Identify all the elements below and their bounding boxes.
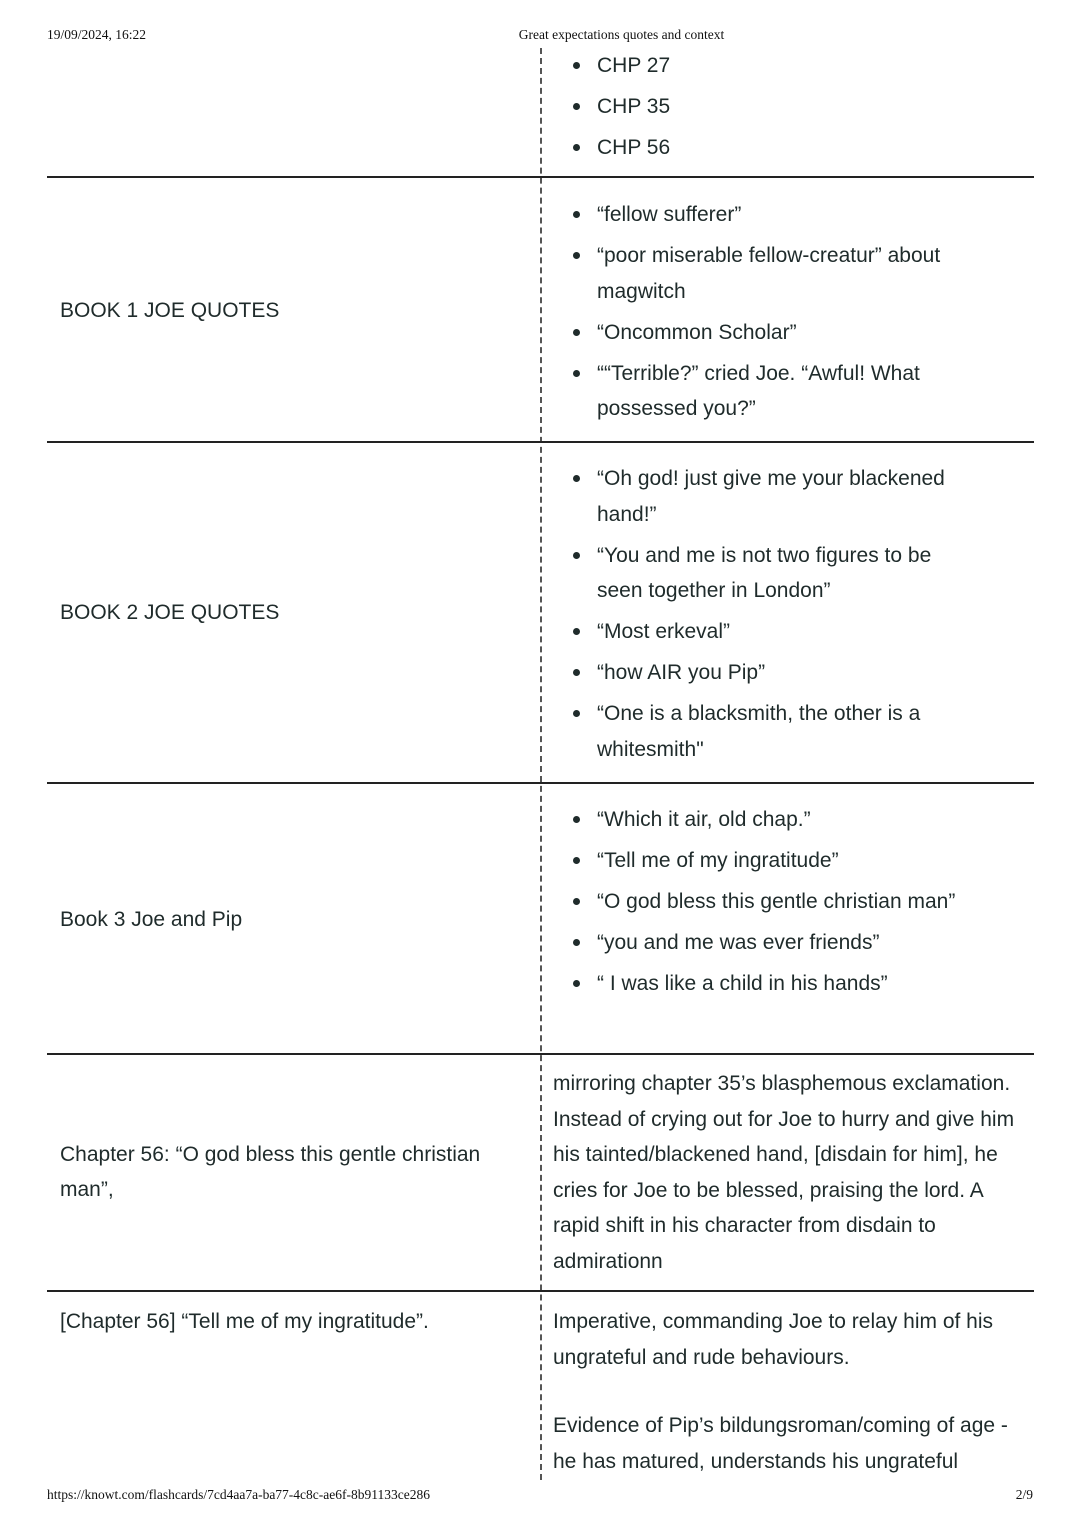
row-divider	[47, 441, 1034, 443]
list-item: CHP 27	[553, 48, 977, 84]
list-item: “Tell me of my ingratitude”	[553, 843, 977, 879]
list-item: “fellow sufferer”	[553, 197, 977, 233]
list-item: “Oncommon Scholar”	[553, 315, 977, 351]
list-item: “how AIR you Pip”	[553, 655, 977, 691]
flashcard-term: BOOK 1 JOE QUOTES	[60, 299, 280, 322]
flashcard-term: Chapter 56: “O god bless this gentle christian man”,	[60, 1143, 481, 1201]
definition-paragraph: Imperative, commanding Joe to relay him of his ungrateful and rude behaviours.	[553, 1310, 994, 1369]
row-divider	[47, 176, 1034, 178]
row-divider	[47, 782, 1034, 784]
list-item: “O god bless this gentle christian man”	[553, 884, 977, 920]
list-item: “ I was like a child in his hands”	[553, 966, 977, 1002]
list-item: “Which it air, old chap.”	[553, 802, 977, 838]
flashcard-definition	[553, 802, 1028, 1007]
row-divider	[47, 1053, 1034, 1055]
column-divider	[540, 48, 542, 1480]
page-number: 2/9	[1015, 1487, 1033, 1502]
flashcard-term: Book 3 Joe and Pip	[60, 908, 243, 931]
print-datetime: 19/09/2024, 16:22	[47, 27, 147, 42]
flashcard-term: BOOK 2 JOE QUOTES	[60, 601, 280, 624]
flashcard-term: [Chapter 56] “Tell me of my ingratitude”.	[60, 1310, 429, 1333]
document-title: Great expectations quotes and context	[518, 27, 725, 42]
flashcard-definition	[553, 461, 1028, 773]
list-item: “Most erkeval”	[553, 614, 977, 650]
list-item: CHP 56	[553, 130, 977, 166]
list-item: “you and me was ever friends”	[553, 925, 977, 961]
source-url: https://knowt.com/flashcards/7cd4aa7a-ba77-4c8c-ae6f-8b91133ce286	[47, 1487, 430, 1502]
list-item: “poor miserable fellow-creatur” about magwitch	[553, 238, 977, 309]
flashcard-definition	[553, 48, 1028, 171]
flashcard-definition	[553, 1304, 1028, 1479]
list-item: ““Terrible?” cried Joe. “Awful! What possessed you?”	[553, 356, 977, 427]
list-item: “Oh god! just give me your blackened hand!”	[553, 461, 977, 532]
flashcard-definition: mirroring chapter 35’s blasphemous exclamation. Instead of crying out for Joe to hurry and give him his tainted/blackened hand, [disdain for him], he cries for Joe to be blessed, praising the lord. A rapid shift in his character from disdain to admirationn	[553, 1072, 1015, 1273]
list-item: “You and me is not two figures to be seen together in London”	[553, 538, 977, 609]
flashcard-definition	[553, 197, 1028, 432]
row-divider	[47, 1290, 1034, 1292]
definition-paragraph: Evidence of Pip’s bildungsroman/coming of age - he has matured, understands his ungrateful	[553, 1414, 1008, 1473]
list-item: “One is a blacksmith, the other is a whitesmith"	[553, 696, 977, 767]
list-item: CHP 35	[553, 89, 977, 125]
